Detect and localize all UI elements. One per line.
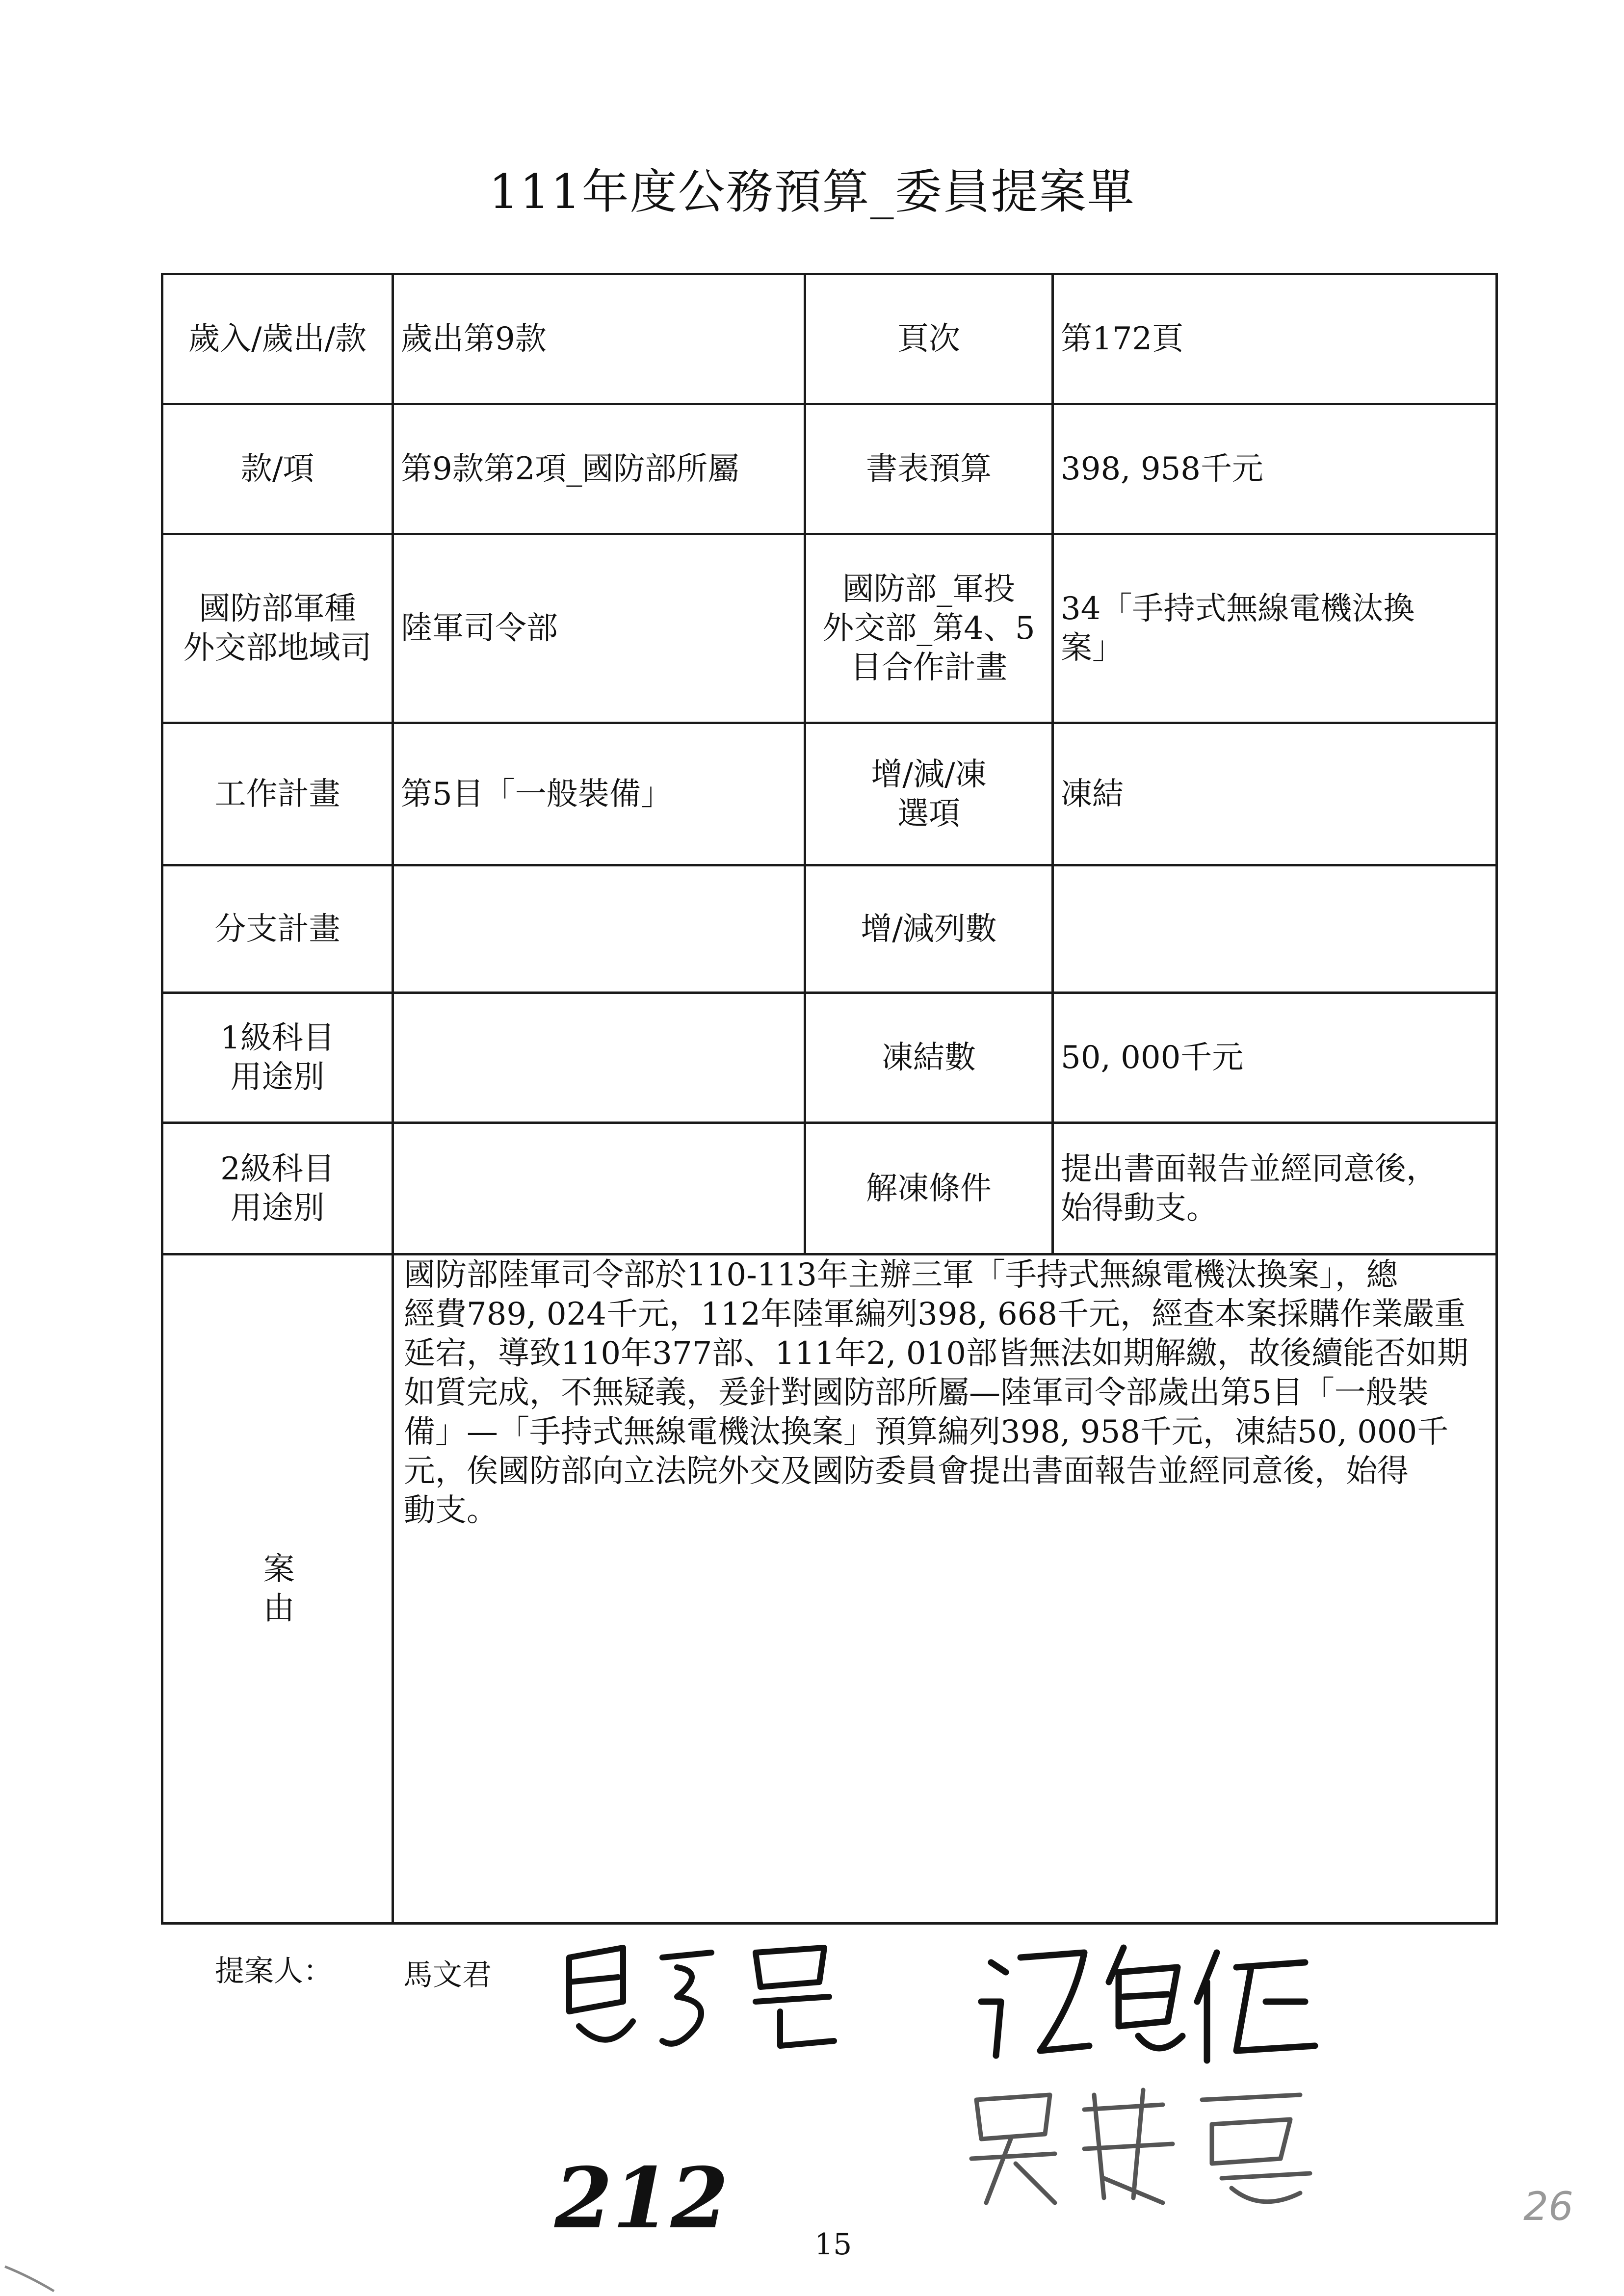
reason-line: 如質完成，不無疑義，爰針對國防部所屬—陸軍司令部歲出第5目「一般裝 [404,1375,1429,1411]
margin-mark [1521,2178,1609,2232]
cooperation-plan-label: 國防部_軍投 外交部_第4、5 目合作計畫 [805,534,1053,723]
reason-line: 延宕，導致110年377部、111年2, 010部皆無法如期解繳，故後續能否如期 [404,1335,1469,1372]
page-number: 15 [814,2227,852,2262]
table-row [162,993,1497,1123]
increase-decrease-amount-value [1053,865,1497,993]
table-row [162,1123,1497,1254]
table-row [162,1254,1497,1924]
reason-line: 經費789, 024千元，112年陸軍編列398, 668千元，經查本案採購作業嚴重 [404,1296,1466,1332]
table-row [162,534,1497,723]
signature-3 [957,2080,1330,2213]
proposer-name: 馬文君 [403,1958,492,1992]
page-value: 第172頁 [1053,274,1497,404]
level1-subject-label: 1級科目 用途別 [162,993,393,1123]
level2-subject-label: 2級科目 用途別 [162,1123,393,1254]
option-value: 凍結 [1053,723,1497,865]
frozen-amount-value: 50, 000千元 [1053,993,1497,1123]
section-item-value: 第9款第2項_國防部所屬 [393,404,805,534]
reason-line: 備」—「手持式無線電機汰換案」預算編列398, 958千元，凍結50, 000千 [404,1414,1449,1450]
table-row [162,723,1497,865]
work-plan-label: 工作計畫 [162,723,393,865]
cooperation-plan-value: 34「手持式無線電機汰換 案」 [1053,534,1497,723]
option-label: 增/減/凍 選項 [805,723,1053,865]
svg-text:26: 26 [1523,2184,1573,2229]
corner-mark [0,2257,69,2296]
frozen-amount-label: 凍結數 [805,993,1053,1123]
level1-subject-value [393,993,805,1123]
military-branch-value: 陸軍司令部 [393,534,805,723]
work-plan-value: 第5目「一般裝備」 [393,723,805,865]
reason-text [393,1254,1497,1924]
reason-line: 動支。 [404,1492,498,1529]
statement-budget-label: 書表預算 [805,404,1053,534]
table-row [162,404,1497,534]
proposer-label: 提案人： [215,1954,333,1988]
section-item-label: 款/項 [162,404,393,534]
document-title: 111年度公務預算_委員提案單 [489,164,1135,219]
unfreeze-condition-value: 提出書面報告並經同意後， 始得動支。 [1053,1123,1497,1254]
branch-plan-label: 分支計畫 [162,865,393,993]
signature-1 [550,1928,864,2070]
military-branch-label: 國防部軍種 外交部地域司 [162,534,393,723]
signature-2 [962,1928,1344,2075]
svg-text:212: 212 [554,2149,729,2247]
revenue-expenditure-label: 歲入/歲出/款 [162,274,393,404]
level2-subject-value [393,1123,805,1254]
unfreeze-condition-label: 解凍條件 [805,1123,1053,1254]
statement-budget-value: 398, 958千元 [1053,404,1497,534]
reason-label: 案由 [162,1254,393,1924]
page-label: 頁次 [805,274,1053,404]
increase-decrease-amount-label: 增/減列數 [805,865,1053,993]
table-row [162,274,1497,404]
proposal-form-table [161,273,1498,1925]
reason-line: 國防部陸軍司令部於110-113年主辦三軍「手持式無線電機汰換案」，總 [404,1257,1398,1293]
revenue-expenditure-value: 歲出第9款 [393,274,805,404]
reason-line: 元，俟國防部向立法院外交及國防委員會提出書面報告並經同意後，始得 [404,1453,1409,1489]
table-row [162,865,1497,993]
branch-plan-value [393,865,805,993]
handwritten-number [550,2149,756,2252]
